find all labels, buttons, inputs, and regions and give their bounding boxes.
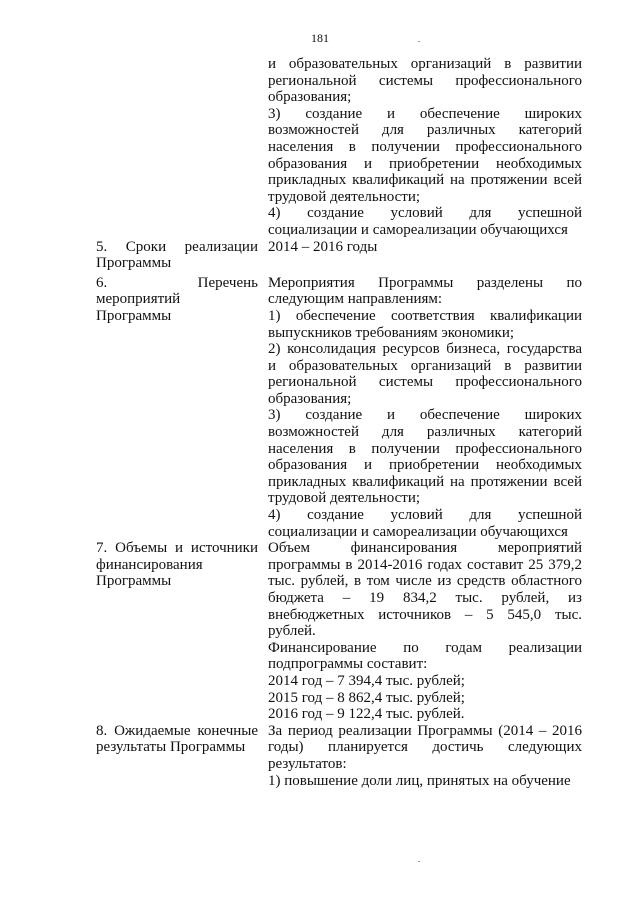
row-content — [268, 275, 582, 541]
row-funding — [96, 540, 582, 723]
row-content — [268, 723, 582, 789]
label-line: 5. Сроки реализации — [96, 238, 258, 255]
row-label — [96, 239, 258, 272]
page-number: 181 — [311, 31, 329, 45]
paragraph: 3) создание и обеспечение широких возможностей для различных категорий населения в получении профессионального образования и приобретении необходимых прикладных квалификаций на протяжении всей трудовой деятельности; — [268, 105, 582, 205]
row-continued-tasks — [96, 56, 582, 239]
label-line: 8. Ожидаемые конечные — [96, 722, 258, 739]
paragraph: 2014 год – 7 394,4 тыс. рублей; — [268, 672, 465, 689]
row-content — [268, 239, 582, 272]
row-content — [268, 56, 582, 239]
paragraph: 1) повышение доли лиц, принятых на обучение — [268, 772, 571, 789]
scan-speck — [418, 41, 420, 42]
label-line: 6. Перечень — [96, 274, 258, 291]
row-label — [96, 723, 258, 789]
scan-speck — [418, 861, 420, 862]
row-label — [96, 540, 258, 723]
row-expected-results — [96, 723, 582, 789]
row-activities-list — [96, 275, 582, 541]
label-line: 7. Объемы и источники — [96, 540, 258, 557]
program-passport-table — [96, 56, 582, 789]
paragraph: 4) создание условий для успешной социализации и самореализации обучающихся — [268, 205, 582, 238]
paragraph: Мероприятия Программы разделены по следующим направлениям: — [268, 274, 582, 308]
label-line: Программы — [96, 307, 172, 324]
row-content — [268, 540, 582, 723]
label-line: Программы — [96, 573, 172, 590]
label-line: мероприятий — [96, 291, 181, 308]
label-line: результаты Программы — [96, 739, 246, 756]
paragraph: и образовательных организаций в развитии региональной системы профессионального образования; — [268, 56, 582, 106]
label-line: финансирования — [96, 556, 203, 573]
paragraph: Финансирование по годам реализации подпрограммы составит: — [268, 639, 582, 673]
row-label — [96, 275, 258, 541]
label-line: Программы — [96, 255, 172, 272]
row-label — [96, 56, 258, 239]
paragraph: 2015 год – 8 862,4 тыс. рублей; — [268, 689, 465, 706]
paragraph: 2) консолидация ресурсов бизнеса, государства и образовательных организаций в развитии региональной системы профессионального образования; — [268, 341, 582, 407]
row-implementation-period — [96, 239, 582, 272]
paragraph: 2016 год – 9 122,4 тыс. рублей. — [268, 706, 465, 723]
paragraph: За период реализации Программы (2014 – 2016 годы) планируется достичь следующих результатов: — [268, 722, 582, 772]
paragraph: 1) обеспечение соответствия квалификации выпускников требованиям экономики; — [268, 307, 582, 341]
paragraph: 3) создание и обеспечение широких возможностей для различных категорий населения в получении профессионального образования и приобретении необходимых прикладных квалификаций на протяжении всей трудовой деятельности; — [268, 407, 582, 507]
paragraph: 4) создание условий для успешной социализации и самореализации обучающихся — [268, 507, 582, 540]
paragraph: 2014 – 2016 годы — [268, 238, 378, 255]
paragraph: Объем финансирования мероприятий программы в 2014-2016 годах составит 25 379,2 тыс. рублей, в том числе из средств областного бюджета – 19 834,2 тыс. рублей, из внебюджетных источников – 5 545,0 тыс. рублей. — [268, 540, 582, 640]
